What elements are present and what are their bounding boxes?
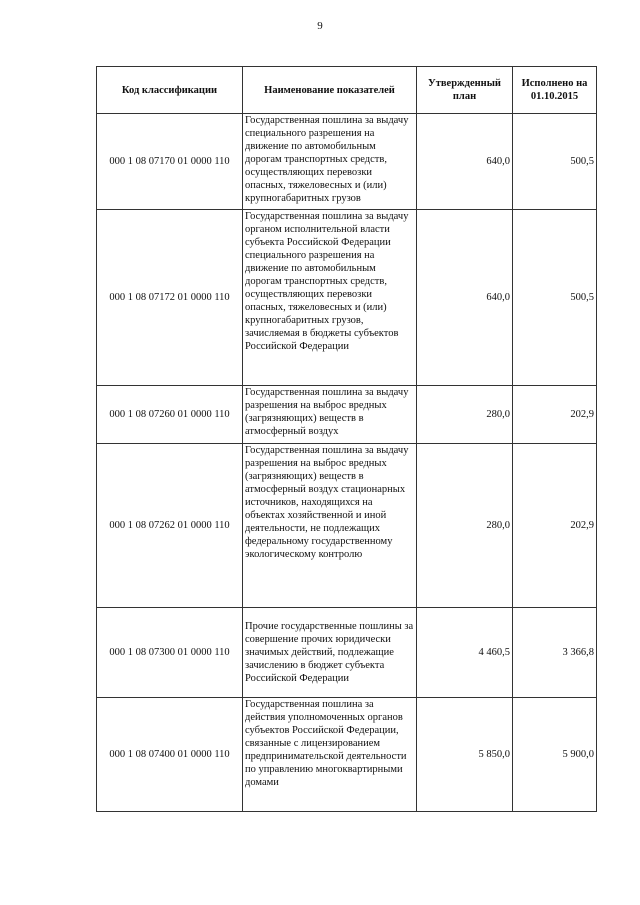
row-name: Государственная пошлина за выдачу органом исполнительной власти субъекта Российской Федерации специального разрешения на движение по автомобильным дорогам транспортных средств, осуществляющих перевозки опасных, тяжеловесных и (или) крупногабаритных грузов, зачисляемая в бюджеты субъектов Российской Федерации <box>243 210 417 386</box>
row-code: 000 1 08 07170 01 0000 110 <box>97 114 243 210</box>
row-fact: 500,5 <box>513 114 597 210</box>
header-code: Код классификации <box>97 67 243 114</box>
row-code: 000 1 08 07300 01 0000 110 <box>97 608 243 698</box>
table-row <box>97 444 597 608</box>
row-name: Государственная пошлина за действия уполномоченных органов субъектов Российской Федерации, связанные с лицензированием предпринимательской деятельности по управлению многоквартирными домами <box>243 698 417 812</box>
table-row <box>97 210 597 386</box>
row-code: 000 1 08 07172 01 0000 110 <box>97 210 243 386</box>
table-header-row <box>97 67 597 114</box>
row-plan: 280,0 <box>417 444 513 608</box>
row-fact: 5 900,0 <box>513 698 597 812</box>
page-number: 9 <box>317 20 323 32</box>
row-name: Государственная пошлина за выдачу разрешения на выброс вредных (загрязняющих) веществ в атмосферный воздух <box>243 386 417 444</box>
row-fact: 500,5 <box>513 210 597 386</box>
row-name: Прочие государственные пошлины за совершение прочих юридически значимых действий, подлежащие зачислению в бюджет субъекта Российской Федерации <box>243 608 417 698</box>
row-name: Государственная пошлина за выдачу разрешения на выброс вредных (загрязняющих) веществ в атмосферный воздух стационарных источников, находящихся на объектах хозяйственной и иной деятельности, не подлежащих федеральному государственному экологическому контролю <box>243 444 417 608</box>
row-fact: 202,9 <box>513 444 597 608</box>
row-plan: 4 460,5 <box>417 608 513 698</box>
row-plan: 640,0 <box>417 210 513 386</box>
header-fact: Исполнено на 01.10.2015 <box>513 67 597 114</box>
table-row <box>97 114 597 210</box>
row-name: Государственная пошлина за выдачу специального разрешения на движение по автомобильным дорогам транспортных средств, осуществляющих перевозки опасных, тяжеловесных и (или) крупногабаритных грузов <box>243 114 417 210</box>
table-row <box>97 386 597 444</box>
row-plan: 640,0 <box>417 114 513 210</box>
row-plan: 280,0 <box>417 386 513 444</box>
row-code: 000 1 08 07400 01 0000 110 <box>97 698 243 812</box>
row-fact: 3 366,8 <box>513 608 597 698</box>
row-plan: 5 850,0 <box>417 698 513 812</box>
row-fact: 202,9 <box>513 386 597 444</box>
table-row <box>97 698 597 812</box>
row-code: 000 1 08 07260 01 0000 110 <box>97 386 243 444</box>
header-name: Наименование показателей <box>243 67 417 114</box>
table-row <box>97 608 597 698</box>
header-plan: Утвержденный план <box>417 67 513 114</box>
row-code: 000 1 08 07262 01 0000 110 <box>97 444 243 608</box>
revenue-table <box>96 66 597 812</box>
